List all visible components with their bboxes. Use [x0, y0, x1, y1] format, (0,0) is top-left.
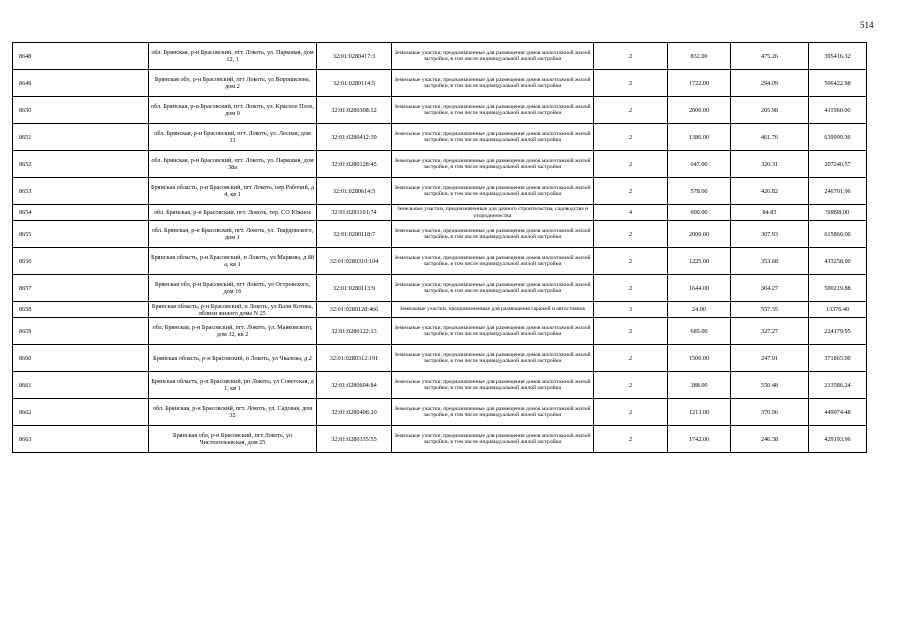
cadastral-value-cell: 207240.57	[809, 151, 867, 178]
cadastral-value-cell: 449974.48	[809, 399, 867, 426]
page-number: 514	[860, 20, 874, 30]
specific-value-cell: 304.27	[731, 275, 809, 302]
area-cell: 388.00	[668, 372, 731, 399]
cadastral-number-cell: 32:01:0280308:32	[317, 97, 392, 124]
group-number-cell: 3	[594, 302, 668, 318]
land-registry-table	[12, 42, 867, 453]
group-number-cell: 2	[594, 124, 668, 151]
table-row	[13, 43, 867, 70]
land-use-cell: Земельные участки, предназначенные для размещения гаражей и автостоянок	[392, 302, 594, 318]
row-number-cell: 8650	[13, 97, 149, 124]
area-cell: 2000.00	[668, 97, 731, 124]
specific-value-cell: 246.38	[731, 426, 809, 453]
address-cell: Брянская область, р-н Брасовский, рп Локоть, ул Советская, д 1, кв 1	[149, 372, 317, 399]
area-cell: 1386.00	[668, 124, 731, 151]
specific-value-cell: 370.96	[731, 399, 809, 426]
land-use-cell: Земельные участки, предназначенные для размещения домов малоэтажной жилой застройки, в том числе индивидуальной жилой застройки	[392, 318, 594, 345]
land-use-cell: Земельные участки, предназначенные для размещения домов малоэтажной жилой застройки, в том числе индивидуальной жилой застройки	[392, 372, 594, 399]
area-cell: 578.00	[668, 178, 731, 205]
address-cell: Брянская область, р-н Брасовский, п Локоть, ул Маркова, д 88 а, кв 1	[149, 248, 317, 275]
cadastral-number-cell: 32:01:0281101:74	[317, 205, 392, 221]
area-cell: 1722.00	[668, 70, 731, 97]
group-number-cell: 2	[594, 97, 668, 124]
address-cell: Брянская область, р-н Брасовский, п Локоть, ул Вали Котика, вблизи жилого дома N 25	[149, 302, 317, 318]
table-row	[13, 124, 867, 151]
specific-value-cell: 461.76	[731, 124, 809, 151]
specific-value-cell: 307.93	[731, 221, 809, 248]
cadastral-number-cell: 32:01:0280114:5	[317, 70, 392, 97]
specific-value-cell: 327.27	[731, 318, 809, 345]
cadastral-number-cell: 32:01:0280417:3	[317, 43, 392, 70]
group-number-cell: 2	[594, 399, 668, 426]
area-cell: 1644.00	[668, 275, 731, 302]
cadastral-number-cell: 32:01:0280406:20	[317, 399, 392, 426]
area-cell: 2000.00	[668, 221, 731, 248]
land-use-cell: Земельные участки, предназначенные для размещения домов малоэтажной жилой застройки, в том числе индивидуальной жилой застройки	[392, 221, 594, 248]
cadastral-value-cell: 639999.36	[809, 124, 867, 151]
row-number-cell: 8658	[13, 302, 149, 318]
specific-value-cell: 320.31	[731, 151, 809, 178]
group-number-cell: 4	[594, 205, 668, 221]
address-cell: обл. Брянская, р-н Брасовский, пгт. Локоть, ул. Маяковского, дом 32, кв 2	[149, 318, 317, 345]
cadastral-value-cell: 506422.98	[809, 70, 867, 97]
cadastral-number-cell: 32:01:0280113:9	[317, 275, 392, 302]
row-number-cell: 8653	[13, 178, 149, 205]
land-use-cell: Земельные участки, предназначенные для размещения домов малоэтажной жилой застройки, в том числе индивидуальной жилой застройки	[392, 151, 594, 178]
group-number-cell: 2	[594, 248, 668, 275]
table-row	[13, 302, 867, 318]
address-cell: Брянская область, р-н Брасовский, пгт Локоть, пер Рабочий, д 4, кв 1	[149, 178, 317, 205]
land-use-cell: Земельные участки, предназначенные для размещения домов малоэтажной жилой застройки, в том числе индивидуальной жилой застройки	[392, 399, 594, 426]
table-row	[13, 151, 867, 178]
table-row	[13, 70, 867, 97]
area-cell: 647.00	[668, 151, 731, 178]
area-cell: 832.00	[668, 43, 731, 70]
row-number-cell: 8663	[13, 426, 149, 453]
cadastral-number-cell: 32:01:0280614:5	[317, 178, 392, 205]
area-cell: 1213.00	[668, 399, 731, 426]
table-row	[13, 345, 867, 372]
table-row	[13, 221, 867, 248]
cadastral-value-cell: 411960.00	[809, 97, 867, 124]
row-number-cell: 8655	[13, 221, 149, 248]
group-number-cell: 2	[594, 151, 668, 178]
group-number-cell: 2	[594, 275, 668, 302]
cadastral-value-cell: 13376.40	[809, 302, 867, 318]
address-cell: Брянская область, р-н Брасовский, п Локоть, ул Чкалова, д 2	[149, 345, 317, 372]
specific-value-cell: 557.35	[731, 302, 809, 318]
cadastral-value-cell: 224179.95	[809, 318, 867, 345]
group-number-cell: 2	[594, 178, 668, 205]
land-use-cell: Земельные участки, предназначенные для размещения домов малоэтажной жилой застройки, в том числе индивидуальной жилой застройки	[392, 43, 594, 70]
specific-value-cell: 475.26	[731, 43, 809, 70]
row-number-cell: 8660	[13, 345, 149, 372]
cadastral-value-cell: 615860.00	[809, 221, 867, 248]
area-cell: 24.00	[668, 302, 731, 318]
row-number-cell: 8648	[13, 43, 149, 70]
address-cell: обл. Брянская, р-н Брасовский, пгт. Локоть, ул. Красное Поле, дом 9	[149, 97, 317, 124]
area-cell: 1742.00	[668, 426, 731, 453]
cadastral-number-cell: 32:01:0280128:45	[317, 151, 392, 178]
address-cell: обл. Брянская, р-н Брасовский, пгт. Локоть, тер. СО Южное	[149, 205, 317, 221]
group-number-cell: 2	[594, 345, 668, 372]
row-number-cell: 8662	[13, 399, 149, 426]
area-cell: 1500.00	[668, 345, 731, 372]
cadastral-value-cell: 213586.24	[809, 372, 867, 399]
area-cell: 685.00	[668, 318, 731, 345]
address-cell: Брянская обл, р-н Брасовский, пгт Локоть, ул Ворошилова, дом 2	[149, 70, 317, 97]
cadastral-value-cell: 500219.88	[809, 275, 867, 302]
row-number-cell: 8654	[13, 205, 149, 221]
cadastral-value-cell: 433258.00	[809, 248, 867, 275]
table-row	[13, 275, 867, 302]
cadastral-value-cell: 395416.32	[809, 43, 867, 70]
row-number-cell: 8657	[13, 275, 149, 302]
area-cell: 1225.00	[668, 248, 731, 275]
group-number-cell: 2	[594, 221, 668, 248]
specific-value-cell: 84.83	[731, 205, 809, 221]
row-number-cell: 8656	[13, 248, 149, 275]
cadastral-number-cell: 32:01:0280118:7	[317, 221, 392, 248]
group-number-cell: 2	[594, 43, 668, 70]
land-use-cell: Земельные участки, предназначенные для размещения домов малоэтажной жилой застройки, в том числе индивидуальной жилой застройки	[392, 178, 594, 205]
table-row	[13, 318, 867, 345]
specific-value-cell: 294.09	[731, 70, 809, 97]
cadastral-number-cell: 32:01:0280135:55	[317, 426, 392, 453]
group-number-cell: 2	[594, 426, 668, 453]
land-use-cell: Земельные участки, предназначенные для размещения домов малоэтажной жилой застройки, в том числе индивидуальной жилой застройки	[392, 248, 594, 275]
specific-value-cell: 247.91	[731, 345, 809, 372]
table-row	[13, 248, 867, 275]
address-cell: обл. Брянская, р-н Брасовский, пгт. Локоть, ул. Твардовского, дом 1	[149, 221, 317, 248]
cadastral-value-cell: 50898.00	[809, 205, 867, 221]
cadastral-value-cell: 429193.96	[809, 426, 867, 453]
group-number-cell: 2	[594, 70, 668, 97]
cadastral-number-cell: 32:01:0280128:466	[317, 302, 392, 318]
land-use-cell: Земельные участки, предназначенные для дачного строительства, садоводства и огородничества	[392, 205, 594, 221]
cadastral-number-cell: 32:01:0280604:84	[317, 372, 392, 399]
specific-value-cell: 426.82	[731, 178, 809, 205]
cadastral-number-cell: 32:01:0280412:39	[317, 124, 392, 151]
address-cell: обл. Брянская, р-н Брасовский, пгт. Локоть, ул. Лесная, дом 31	[149, 124, 317, 151]
cadastral-number-cell: 32:01:0280310:104	[317, 248, 392, 275]
land-use-cell: Земельные участки, предназначенные для размещения домов малоэтажной жилой застройки, в том числе индивидуальной жилой застройки	[392, 345, 594, 372]
row-number-cell: 8661	[13, 372, 149, 399]
table-row	[13, 372, 867, 399]
table-row	[13, 178, 867, 205]
address-cell: обл. Брянская, р-н Брасовский, пгт. Локоть, ул. Садовая, дом 32	[149, 399, 317, 426]
specific-value-cell: 205.98	[731, 97, 809, 124]
row-number-cell: 8651	[13, 124, 149, 151]
row-number-cell: 8659	[13, 318, 149, 345]
group-number-cell: 2	[594, 318, 668, 345]
table-row	[13, 426, 867, 453]
area-cell: 600.00	[668, 205, 731, 221]
group-number-cell: 2	[594, 372, 668, 399]
specific-value-cell: 353.68	[731, 248, 809, 275]
address-cell: обл. Брянская, р-н Брасовский, пгт. Локоть, ул. Парковая, дом 12, 1	[149, 43, 317, 70]
address-cell: обл. Брянская, р-н Брасовский, пгт. Локоть, ул. Парковая, дом 38а	[149, 151, 317, 178]
specific-value-cell: 550.48	[731, 372, 809, 399]
cadastral-value-cell: 371865.00	[809, 345, 867, 372]
table-row	[13, 97, 867, 124]
row-number-cell: 8652	[13, 151, 149, 178]
table-row	[13, 399, 867, 426]
table-row	[13, 205, 867, 221]
row-number-cell: 8649	[13, 70, 149, 97]
table-body	[13, 43, 867, 453]
land-use-cell: Земельные участки, предназначенные для размещения домов малоэтажной жилой застройки, в том числе индивидуальной жилой застройки	[392, 426, 594, 453]
land-use-cell: Земельные участки, предназначенные для размещения домов малоэтажной жилой застройки, в том числе индивидуальной жилой застройки	[392, 124, 594, 151]
address-cell: Брянская обл, р-н Брасовский, пгт Локоть, ул Островского, дом 16	[149, 275, 317, 302]
cadastral-number-cell: 32:01:0280312:191	[317, 345, 392, 372]
cadastral-value-cell: 246701.96	[809, 178, 867, 205]
land-use-cell: Земельные участки, предназначенные для размещения домов малоэтажной жилой застройки, в том числе индивидуальной жилой застройки	[392, 70, 594, 97]
land-use-cell: Земельные участки, предназначенные для размещения домов малоэтажной жилой застройки, в том числе индивидуальной жилой застройки	[392, 97, 594, 124]
cadastral-number-cell: 32:01:0280122:13	[317, 318, 392, 345]
address-cell: Брянская обл, р-н Брасовский, пгт Локоть, ул Чистопольевская, дом 25	[149, 426, 317, 453]
land-use-cell: Земельные участки, предназначенные для размещения домов малоэтажной жилой застройки, в том числе индивидуальной жилой застройки	[392, 275, 594, 302]
